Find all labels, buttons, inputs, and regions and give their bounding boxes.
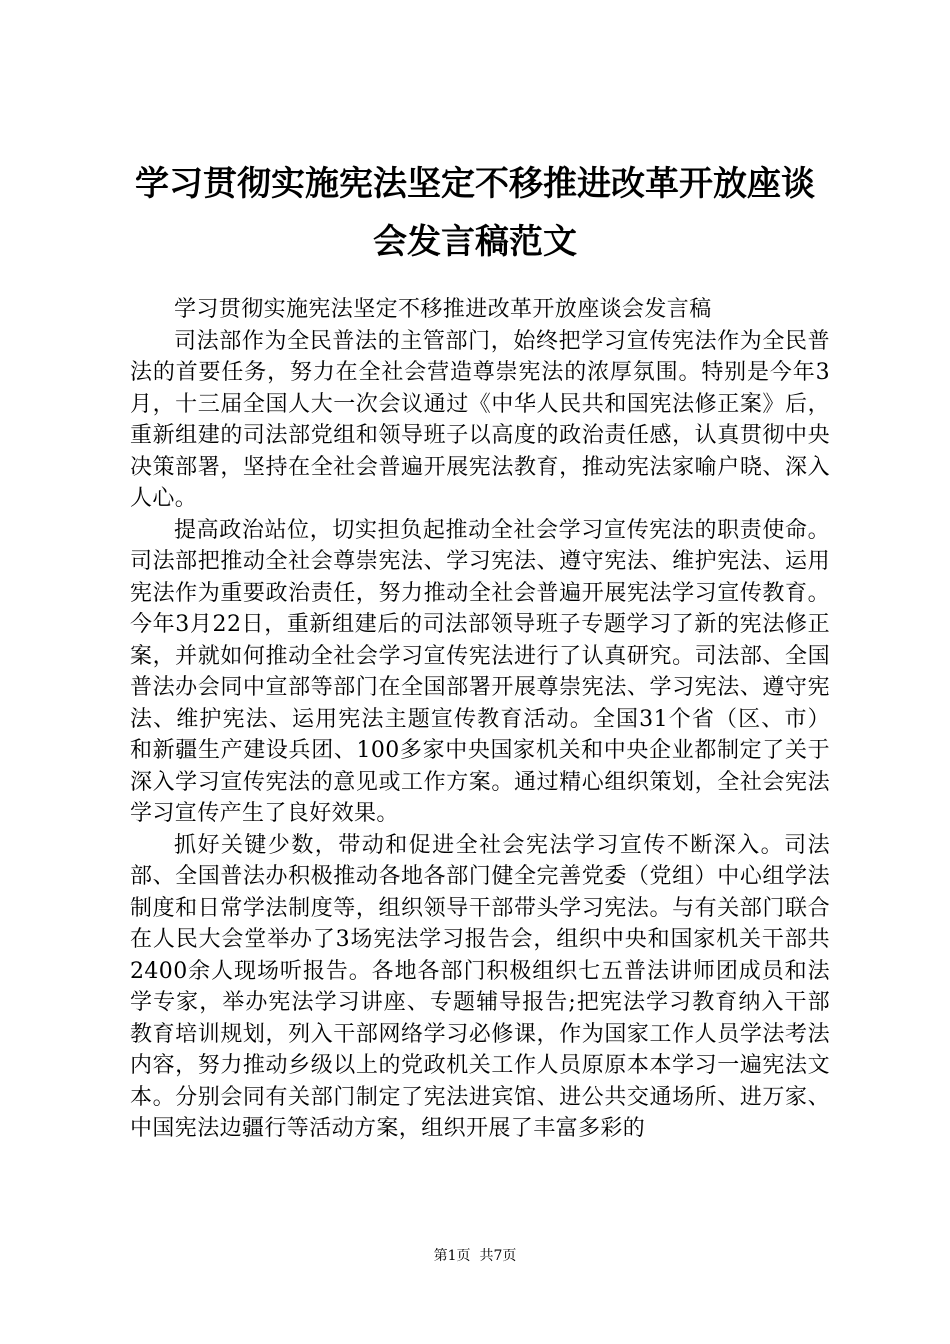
document-body [130,294,830,1145]
paragraph: 司法部作为全民普法的主管部门，始终把学习宣传宪法作为全民普法的首要任务，努力在全社会营造尊崇宪法的浓厚氛围。特别是今年3月，十三届全国人大一次会议通过《中华人民共和国宪法修正案》后，重新组建的司法部党组和领导班子以高度的政治责任感，认真贯彻中央决策部署，坚持在全社会普遍开展宪法教育，推动宪法家喻户晓、深入人心。 [130,328,830,511]
document-title-line-2: 会发言稿范文 [373,222,577,262]
paragraph: 提高政治站位，切实担负起推动全社会学习宣传宪法的职责使命。司法部把推动全社会尊崇宪法、学习宪法、遵守宪法、维护宪法、运用宪法作为重要政治责任，努力推动全社会普遍开展宪法学习宣传教育。今年3月22日，重新组建后的司法部领导班子专题学习了新的宪法修正案，并就如何推动全社会学习宣传宪法进行了认真研究。司法部、全国普法办会同中宣部等部门在全国部署开展尊崇宪法、学习宪法、遵守宪法、维护宪法、运用宪法主题宣传教育活动。全国31个省（区、市）和新疆生产建设兵团、100多家中央国家机关和中央企业都制定了关于深入学习宣传宪法的意见或工作方案。通过精心组织策划，全社会宪法学习宣传产生了良好效果。 [130,517,830,826]
paragraph: 抓好关键少数，带动和促进全社会宪法学习宣传不断深入。司法部、全国普法办积极推动各地各部门健全完善党委（党组）中心组学法制度和日常学法制度等，组织领导干部带头学习宪法。与有关部门联合在人民大会堂举办了3场宪法学习报告会，组织中央和国家机关干部共2400余人现场听报告。各地各部门积极组织七五普法讲师团成员和法学专家，举办宪法学习讲座、专题辅导报告;把宪法学习教育纳入干部教育培训规划，列入干部网络学习必修课，作为国家工作人员学法考法内容，努力推动乡级以上的党政机关工作人员原原本本学习一遍宪法文本。分别会同有关部门制定了宪法进宾馆、进公共交通场所、进万家、中国宪法边疆行等活动方案，组织开展了丰富多彩的 [130,832,830,1141]
page-footer [0,1246,950,1266]
page-number-label: 第1页 共7页 [433,1248,517,1264]
document-title-line-1: 学习贯彻实施宪法坚定不移推进改革开放座谈 [135,164,815,204]
paragraph-subtitle: 学习贯彻实施宪法坚定不移推进改革开放座谈会发言稿 [174,297,712,322]
